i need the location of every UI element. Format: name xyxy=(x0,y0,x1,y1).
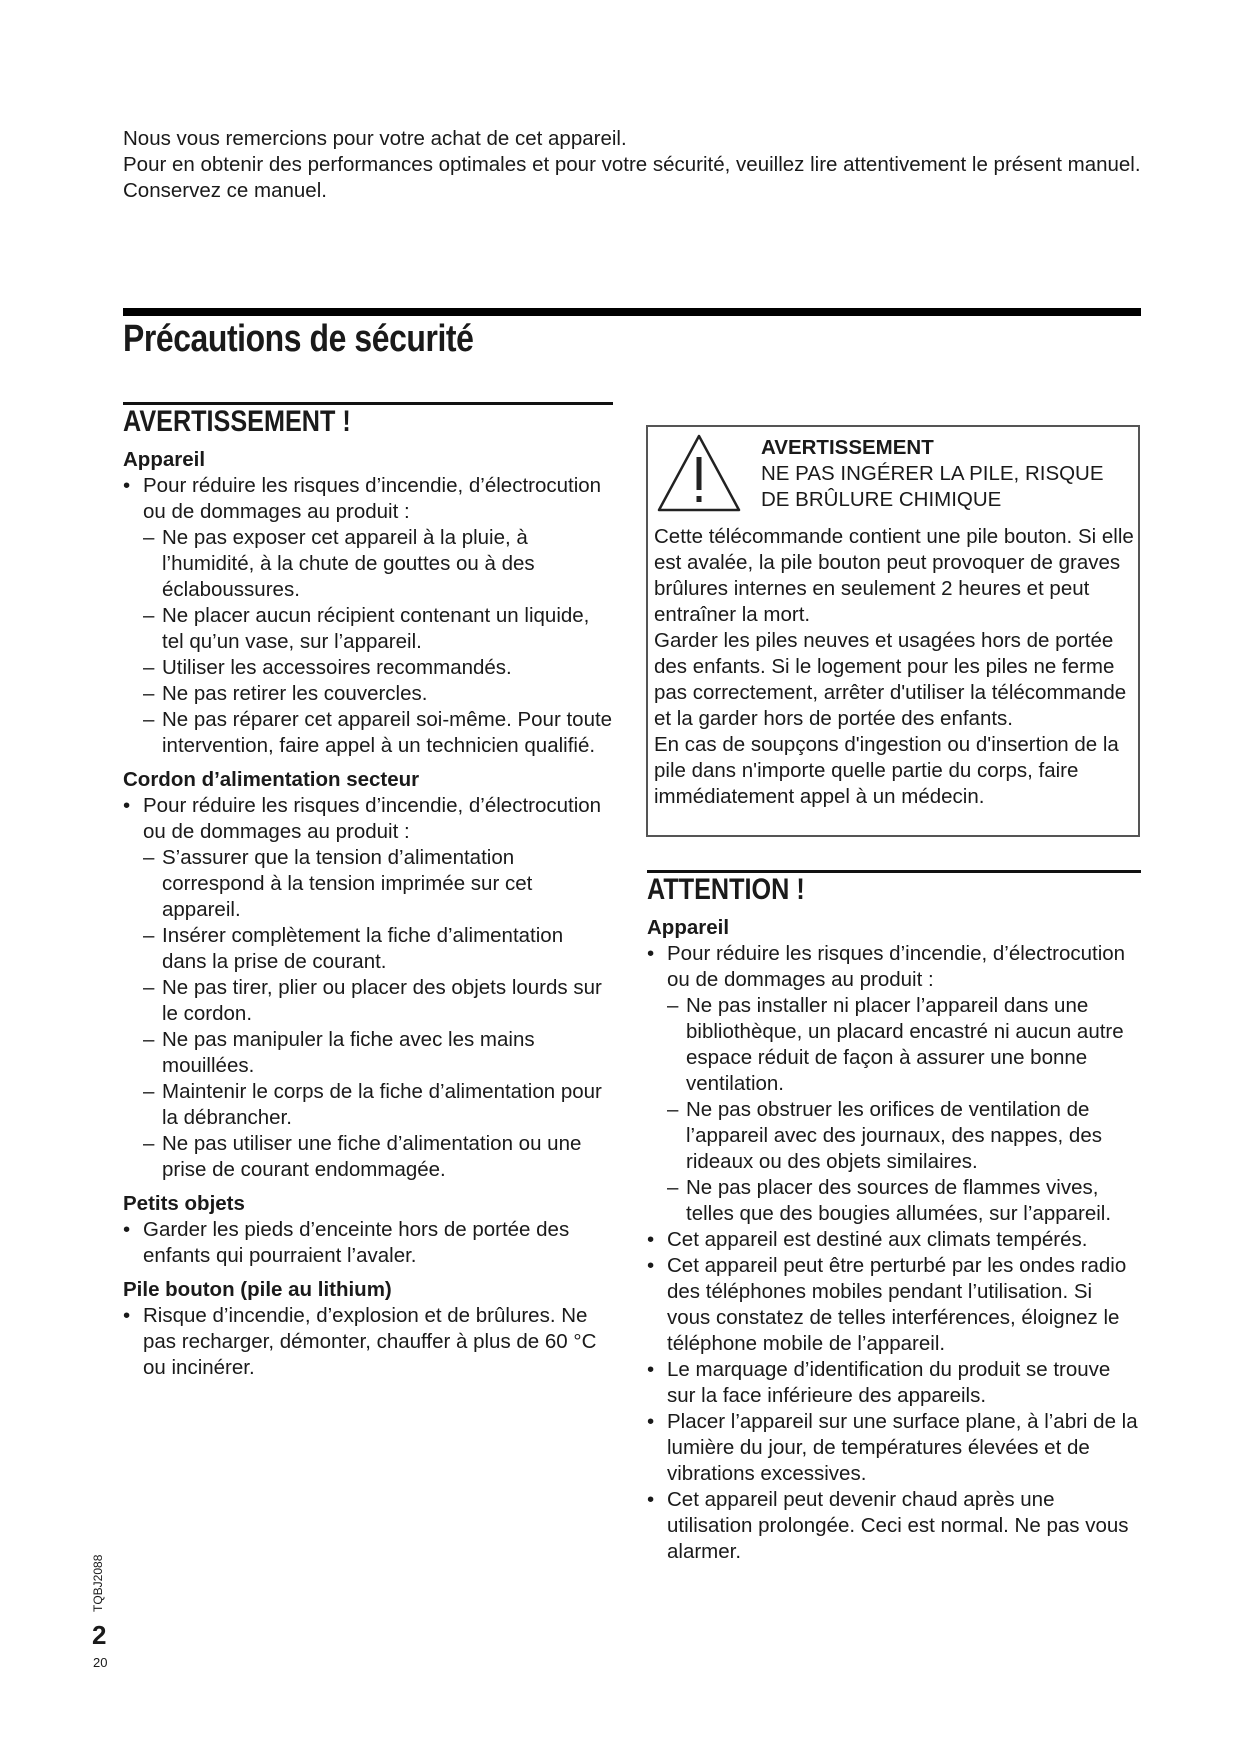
list-item: • Pour réduire les risques d’incendie, d’électrocution ou de dommages au produit : xyxy=(647,941,1141,993)
page-subnumber: 20 xyxy=(93,1655,108,1670)
attention-list xyxy=(647,941,1141,1565)
list-item: – Ne pas réparer cet appareil soi-même. Pour toute intervention, faire appel à un technicien qualifié. xyxy=(123,707,613,759)
appareil-list xyxy=(123,473,613,759)
intro-line: Nous vous remercions pour votre achat de cet appareil. xyxy=(123,127,627,150)
list-item: – Ne pas obstruer les orifices de ventilation de l’appareil avec des journaux, des nappes, des rideaux ou des objets similaires. xyxy=(647,1097,1141,1175)
box-paragraph: En cas de soupçons d'ingestion ou d'insertion de la pile dans n'importe quelle partie du corps, faire immédiatement appel à un médecin. xyxy=(654,733,1119,808)
cordon-list xyxy=(123,793,613,1183)
subheading-cordon: Cordon d’alimentation secteur xyxy=(123,768,420,791)
box-body xyxy=(654,524,1138,810)
list-item: – Ne pas exposer cet appareil à la pluie, à l’humidité, à la chute de gouttes ou à des éclaboussures. xyxy=(123,525,613,603)
box-paragraph: Cette télécommande contient une pile bouton. Si elle est avalée, la pile bouton peut provoquer de graves brûlures internes en seulement 2 heures et peut entraîner la mort. xyxy=(654,525,1134,626)
attention-heading: ATTENTION ! xyxy=(647,873,805,906)
document-code: TQBJ2088 xyxy=(91,1554,105,1612)
list-item: • Cet appareil peut être perturbé par les ondes radio des téléphones mobiles pendant l’utilisation. Si vous constatez de telles interférences, éloignez le téléphone mobile de l’appareil. xyxy=(647,1253,1141,1357)
title-rule xyxy=(123,308,1141,316)
box-subtitle: NE PAS INGÉRER LA PILE, RISQUE xyxy=(761,462,1104,485)
box-title: AVERTISSEMENT xyxy=(761,436,934,459)
pile-list xyxy=(123,1303,613,1381)
warning-triangle-icon xyxy=(656,433,742,513)
list-item: • Garder les pieds d’enceinte hors de portée des enfants qui pourraient l’avaler. xyxy=(123,1217,613,1269)
subheading-appareil: Appareil xyxy=(647,916,730,939)
list-item: – Ne pas tirer, plier ou placer des objets lourds sur le cordon. xyxy=(123,975,613,1027)
intro-text xyxy=(123,126,1143,204)
box-header xyxy=(761,435,1136,513)
list-item: – Ne pas retirer les couvercles. xyxy=(123,681,613,707)
list-item: – S’assurer que la tension d’alimentation correspond à la tension imprimée sur cet appareil. xyxy=(123,845,613,923)
list-item: • Cet appareil peut devenir chaud après une utilisation prolongée. Ceci est normal. Ne pas vous alarmer. xyxy=(647,1487,1141,1565)
list-item: – Ne pas placer des sources de flammes vives, telles que des bougies allumées, sur l’appareil. xyxy=(647,1175,1141,1227)
battery-warning-box xyxy=(646,425,1140,837)
list-item: • Cet appareil est destiné aux climats tempérés. xyxy=(647,1227,1141,1253)
list-item: • Placer l’appareil sur une surface plane, à l’abri de la lumière du jour, de températures élevées et de vibrations excessives. xyxy=(647,1409,1141,1487)
warning-section xyxy=(123,402,613,1381)
subheading-petits-objets: Petits objets xyxy=(123,1192,245,1215)
list-item: – Ne pas manipuler la fiche avec les mains mouillées. xyxy=(123,1027,613,1079)
page-number: 2 xyxy=(92,1620,107,1650)
attention-section xyxy=(647,870,1141,1565)
list-item: • Pour réduire les risques d’incendie, d’électrocution ou de dommages au produit : xyxy=(123,793,613,845)
list-item: • Risque d’incendie, d’explosion et de brûlures. Ne pas recharger, démonter, chauffer à plus de 60 °C ou incinérer. xyxy=(123,1303,613,1381)
list-item: • Pour réduire les risques d’incendie, d’électrocution ou de dommages au produit : xyxy=(123,473,613,525)
subheading-pile: Pile bouton (pile au lithium) xyxy=(123,1278,392,1301)
list-item: – Maintenir le corps de la fiche d’alimentation pour la débrancher. xyxy=(123,1079,613,1131)
list-item: – Ne pas utiliser une fiche d’alimentation ou une prise de courant endommagée. xyxy=(123,1131,613,1183)
petits-list xyxy=(123,1217,613,1269)
list-item: – Insérer complètement la fiche d’alimentation dans la prise de courant. xyxy=(123,923,613,975)
list-item: – Utiliser les accessoires recommandés. xyxy=(123,655,613,681)
subheading-appareil: Appareil xyxy=(123,448,206,471)
warning-heading: AVERTISSEMENT ! xyxy=(123,405,351,438)
intro-line: Conservez ce manuel. xyxy=(123,179,327,202)
list-item: • Le marquage d’identification du produit se trouve sur la face inférieure des appareils. xyxy=(647,1357,1141,1409)
list-item: – Ne pas installer ni placer l’appareil dans une bibliothèque, un placard encastré ni aucun autre espace réduit de façon à assurer une bonne ventilation. xyxy=(647,993,1141,1097)
box-subtitle: DE BRÛLURE CHIMIQUE xyxy=(761,488,1002,511)
intro-line: Pour en obtenir des performances optimales et pour votre sécurité, veuillez lire attentivement le présent manuel. xyxy=(123,153,1141,176)
page-title: Précautions de sécurité xyxy=(123,318,474,360)
box-paragraph: Garder les piles neuves et usagées hors de portée des enfants. Si le logement pour les piles ne ferme pas correctement, arrêter d'utiliser la télécommande et la garder hors de portée des enfants. xyxy=(654,629,1127,730)
list-item: – Ne placer aucun récipient contenant un liquide, tel qu’un vase, sur l’appareil. xyxy=(123,603,613,655)
